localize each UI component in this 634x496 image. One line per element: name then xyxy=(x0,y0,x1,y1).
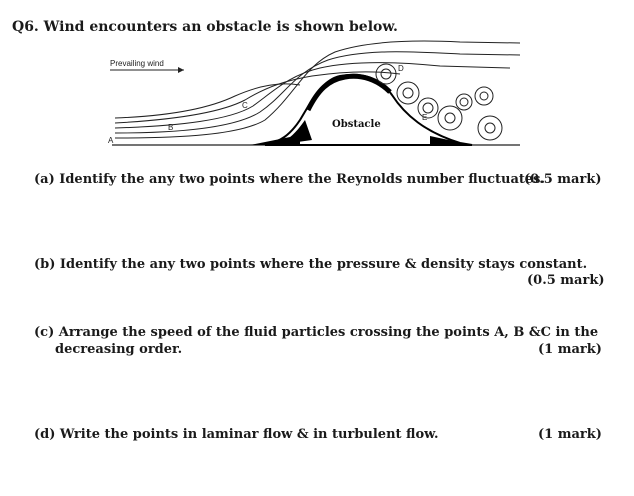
obstacle-label: Obstacle xyxy=(332,119,381,130)
point-label-a: A xyxy=(108,136,114,145)
wind-label: Prevailing wind xyxy=(110,59,164,68)
question-b-mark: (0.5 mark) xyxy=(527,273,605,288)
point-label-c: C xyxy=(242,101,248,110)
question-title: Q6. Wind encounters an obstacle is shown below. xyxy=(12,19,398,35)
question-a: (a) Identify the any two points where the Reynolds number fluctuates. xyxy=(34,172,546,187)
question-c: (c) Arrange the speed of the fluid particles crossing the points A, B &C in the xyxy=(34,325,599,340)
question-c-continued: decreasing order. xyxy=(55,342,183,357)
question-d-mark: (1 mark) xyxy=(538,427,602,442)
point-label-e: E xyxy=(422,113,428,122)
wind-arrowhead xyxy=(178,67,184,73)
question-d: (d) Write the points in laminar flow & in turbulent flow. xyxy=(34,427,439,442)
wind-obstacle-diagram xyxy=(100,40,530,152)
point-label-d: D xyxy=(398,64,404,73)
question-c-mark: (1 mark) xyxy=(538,342,602,357)
point-label-b: B xyxy=(168,123,174,132)
question-a-mark: (0.5 mark) xyxy=(524,172,602,187)
question-b: (b) Identify the any two points where the pressure & density stays constant. xyxy=(34,257,588,272)
